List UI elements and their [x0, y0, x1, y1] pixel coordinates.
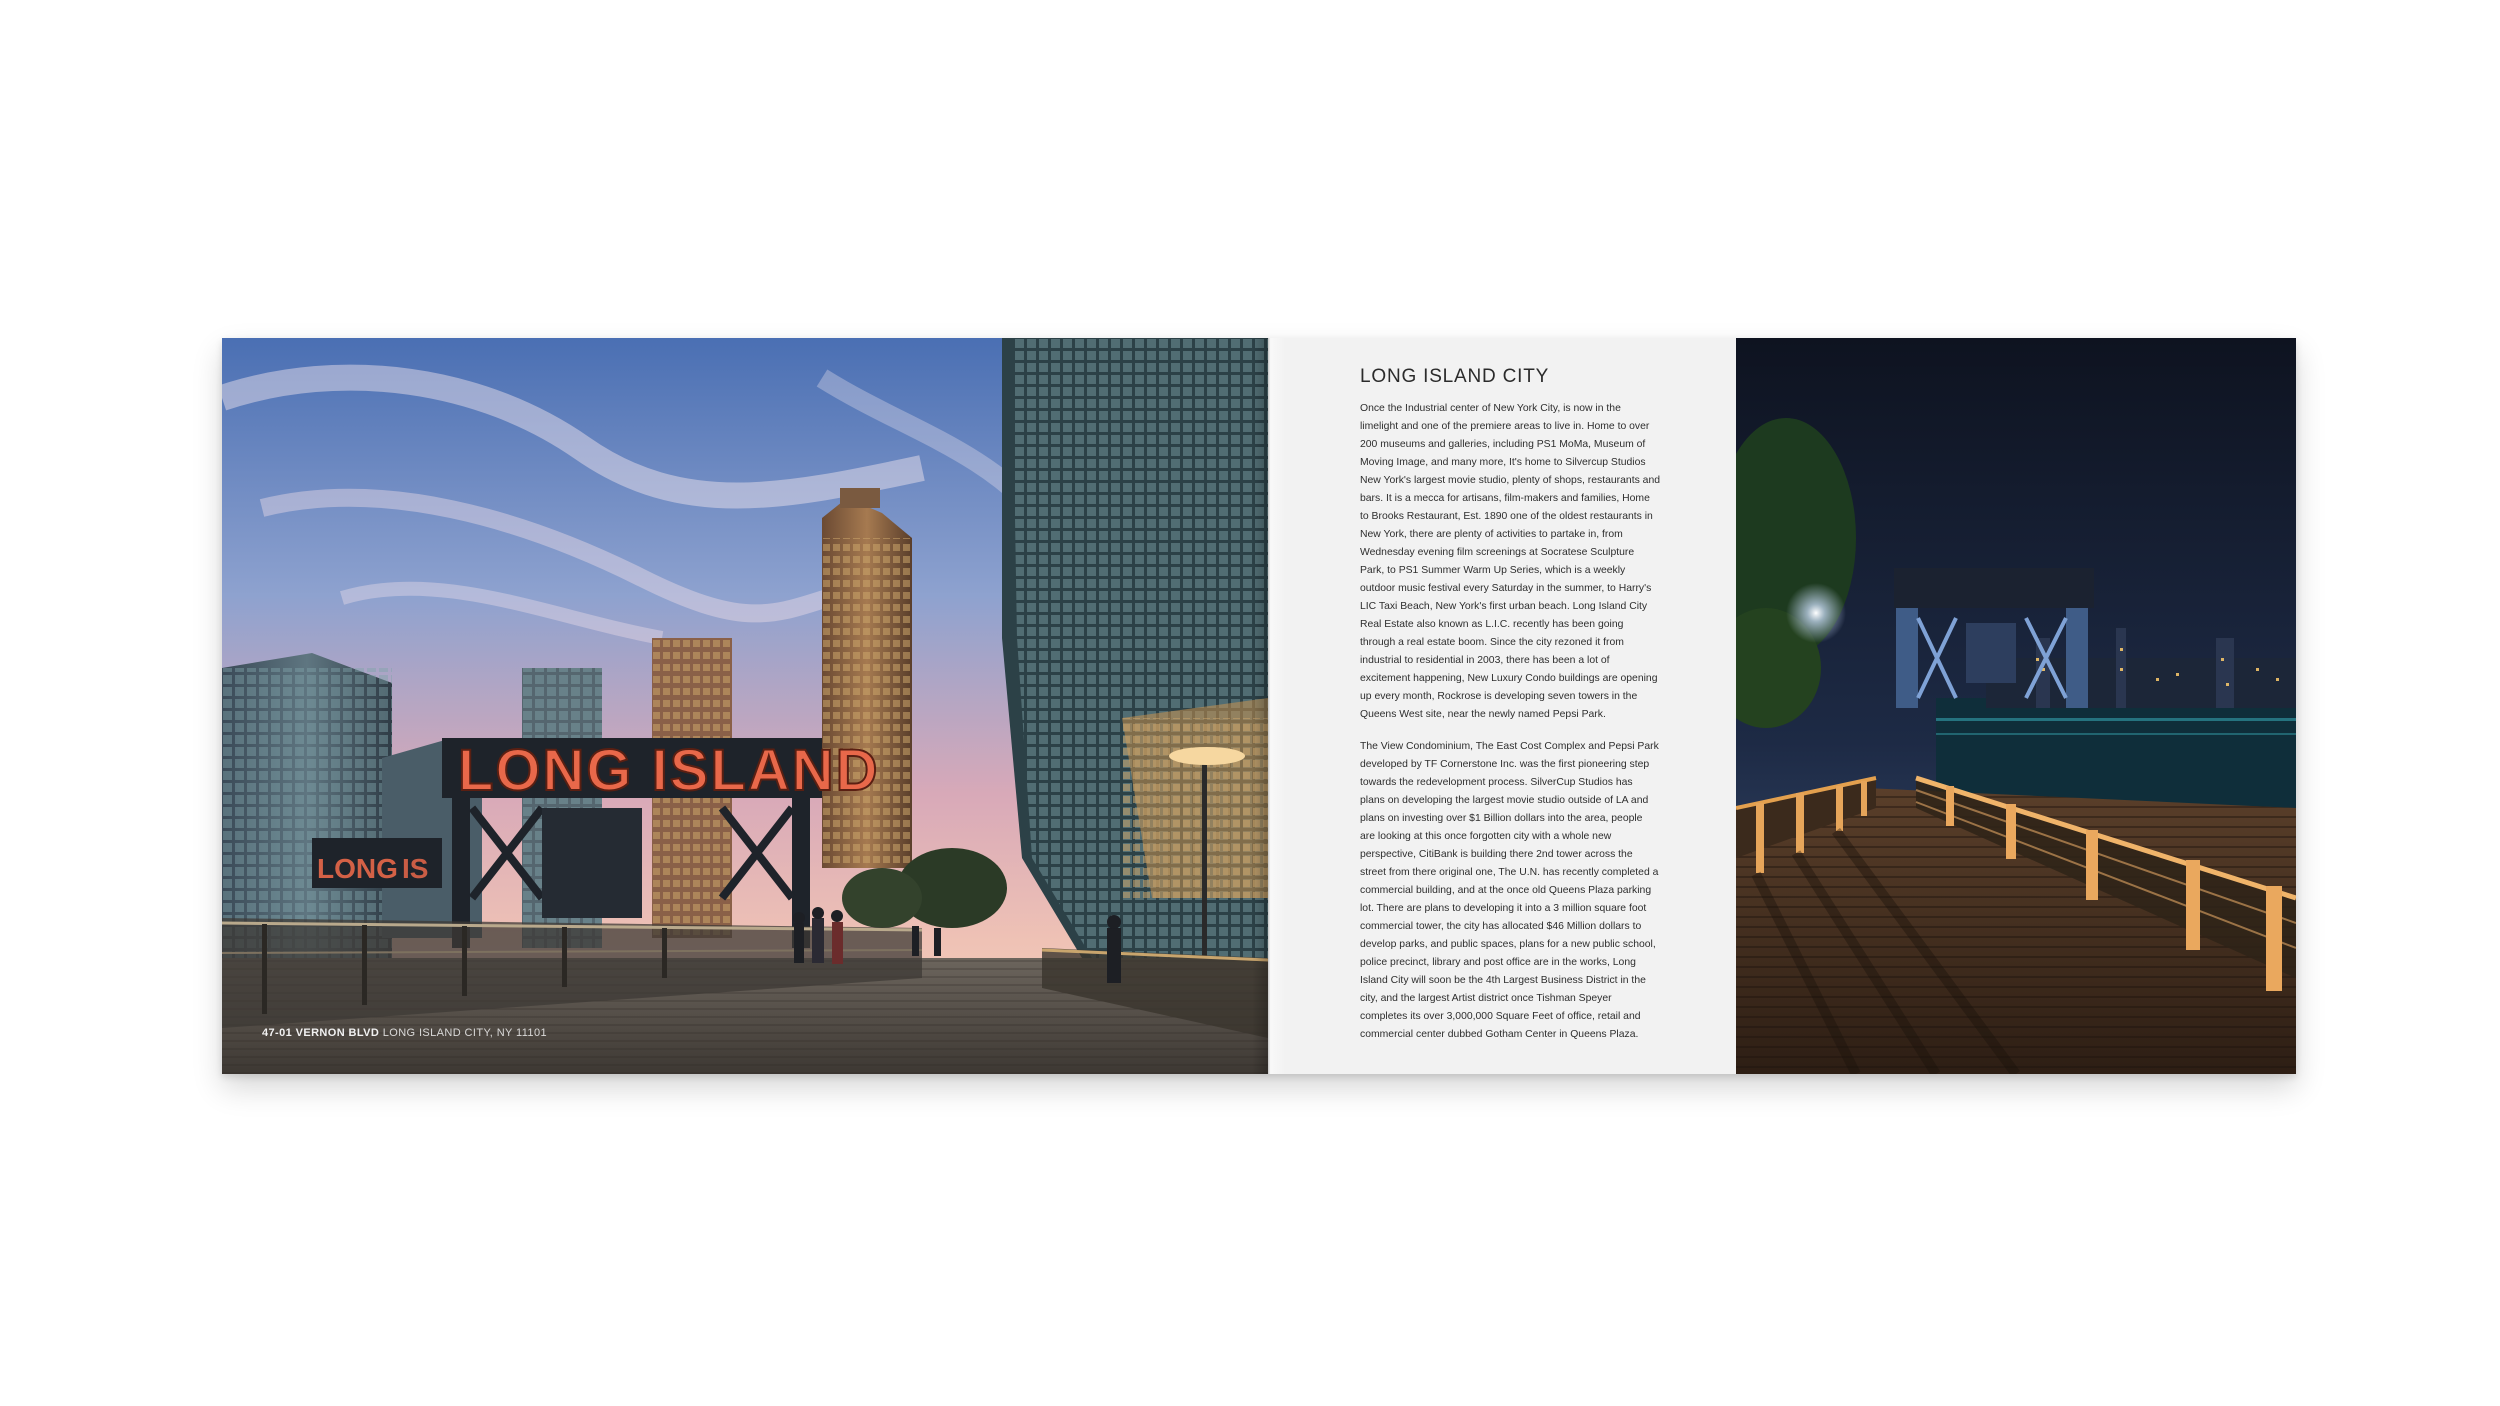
gantry-plaza-photo: [222, 338, 1268, 1074]
long-island-sign: LONG ISLAND: [458, 738, 880, 803]
body-paragraph-2: The View Condominium, The East Cost Complex and Pepsi Park developed by TF Cornerstone Inc. was the first pioneering step towards the redevelopment process. SilverCup Studios has plans on developing the largest movie studio outside of LA and plans on investing over $1 Billion dollars into the area, people are looking at this once forgotten city with a whole new perspective, CitiBank is building there 2nd tower across the street from there original one, The U.N. has recently completed a commercial building, and at the once old Queens Plaza parking lot. There are plans to developing it into a 3 million square foot commercial tower, the city has allocated $46 Million dollars to develop parks, and public spaces, plans for a new public school, police precinct, library and post office are in the works, Long Island City will soon be the 4th Largest Business District in the city, and the largest Artist district once Tishman Speyer completes its over 3,000,000 Square Feet of office, retail and commercial center dubbed Gotham Center in Queens Plaza.: [1360, 741, 1659, 1040]
city-line: LONG ISLAND CITY, NY 11101: [382, 1027, 547, 1039]
text-column: [1268, 338, 1736, 1074]
address-line: 47-01 VERNON BLVD: [262, 1027, 380, 1039]
body-paragraph-1: Once the Industrial center of New York City, is now in the limelight and one of the premiere areas to live in. Home to over 200 museums and galleries, including PS1 MoMa, Museum of Moving Image, and many more, It's home to Silvercup Studios New York's largest movie studio, plenty of shops, restaurants and bars. It is a mecca for artisans, film-makers and families, Home to Brooks Restaurant, Est. 1890 one of the oldest restaurants in New York, there are plenty of activities to partake in, from Wednesday evening film screenings at Socratese Sculpture Park, to PS1 Summer Warm Up Series, which is a weekly outdoor music festival every Saturday in the summer, to Harry's LIC Taxi Beach, New York's first urban beach. Long Island City Real Estate also known as L.I.C. recently has been going through a real estate boom. Since the city rezoned it from industrial to residential in 2003, there has been a lot of excitement happening, New Luxury Condo buildings are opening up every month, Rockrose is developing seven towers in the Queens West site, near the newly named Pepsi Park.: [1360, 403, 1661, 720]
brochure-spread: [222, 338, 2296, 1074]
right-page: [1268, 338, 2296, 1074]
svg-text:LONG: LONG: [317, 853, 398, 884]
left-page: [222, 338, 1268, 1074]
address-caption: [262, 1027, 547, 1039]
night-boardwalk-photo: [1736, 338, 2296, 1074]
page-heading: LONG ISLAND CITY: [1360, 366, 1550, 387]
svg-text:IS: IS: [402, 853, 429, 884]
